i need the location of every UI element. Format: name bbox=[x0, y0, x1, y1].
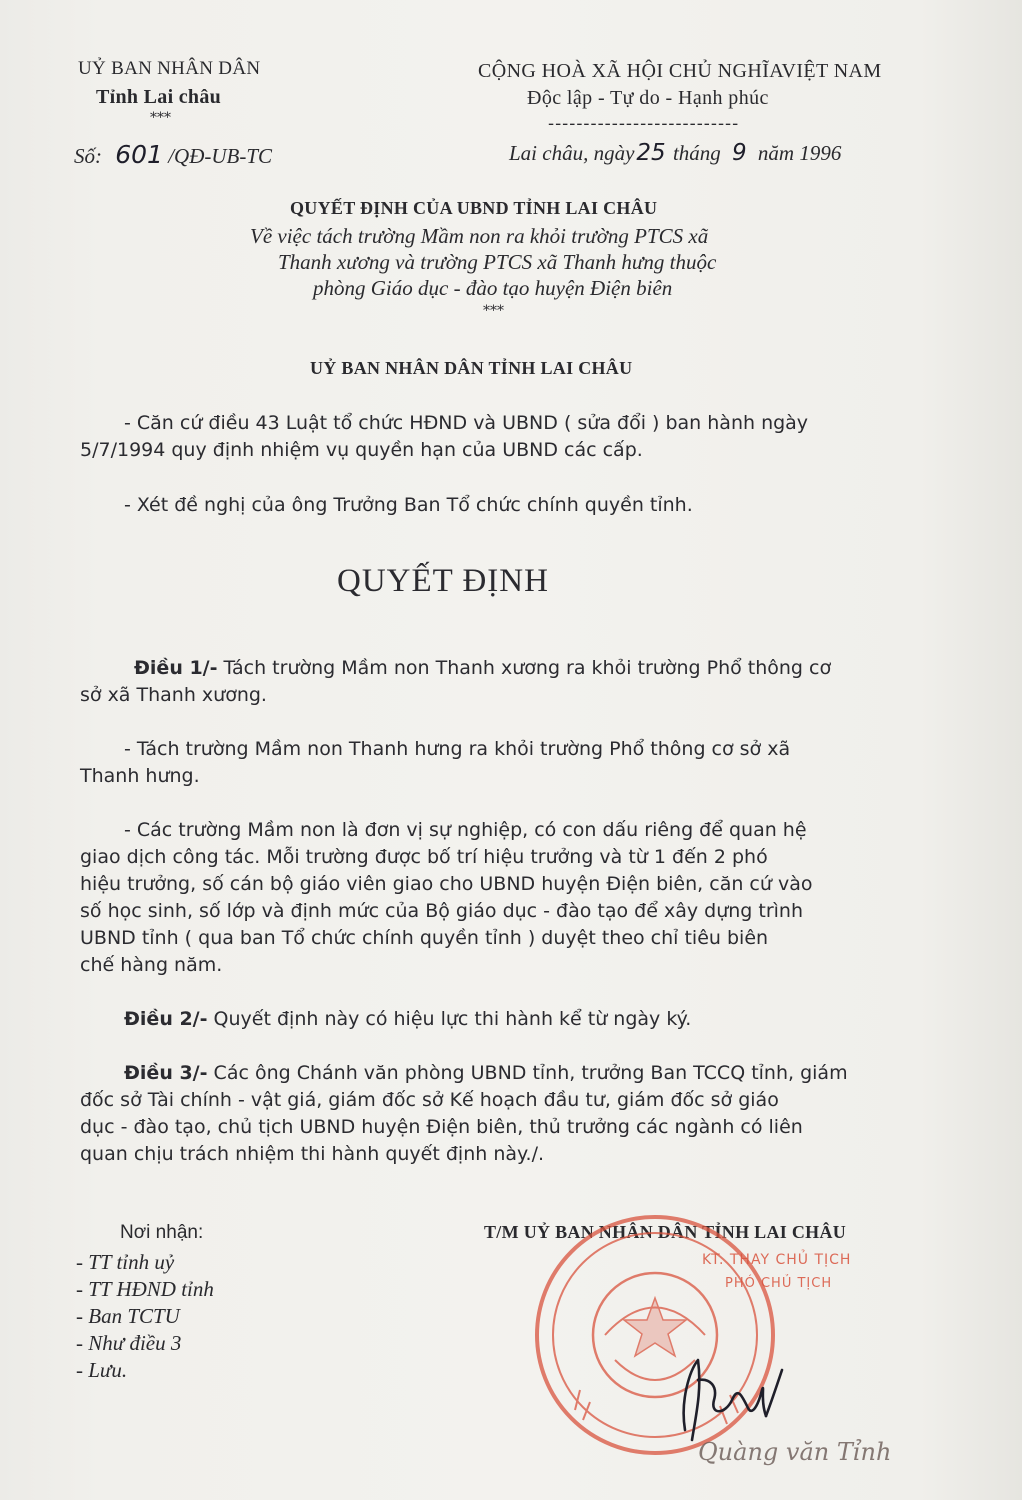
decision-title: QUYẾT ĐỊNH bbox=[337, 563, 549, 599]
document-number bbox=[74, 140, 272, 169]
decision-heading: QUYẾT ĐỊNH CỦA UBND TỈNH LAI CHÂU bbox=[290, 198, 658, 218]
article-1-para-3-line-3: hiệu trưởng, số cán bộ giáo viên giao cho UBND huyện Điện biên, căn cứ vào bbox=[80, 873, 813, 895]
article-3-line-3: dục - đào tạo, chủ tịch UBND huyện Điện biên, thủ trưởng các ngành có liên bbox=[80, 1116, 803, 1138]
recipients-label: Nơi nhận: bbox=[120, 1222, 204, 1243]
article-1-para-3-line-5: UBND tỉnh ( qua ban Tổ chức chính quyền tỉnh ) duyệt theo chỉ tiêu biên bbox=[80, 927, 769, 949]
article-3-label: Điều 3/- bbox=[124, 1062, 208, 1084]
stamp-role: KT. THAY CHỦ TỊCH bbox=[702, 1252, 852, 1268]
article-3-line-1 bbox=[124, 1060, 848, 1087]
article-2 bbox=[124, 1006, 691, 1033]
subject-line-3: phòng Giáo dục - đào tạo huyện Điện biên bbox=[313, 276, 673, 300]
article-1-para-3-line-1: - Các trường Mầm non là đơn vị sự nghiệp, có con dấu riêng để quan hệ bbox=[124, 819, 807, 841]
motto: Độc lập - Tự do - Hạnh phúc bbox=[527, 87, 769, 109]
article-1-para-3-line-4: số học sinh, số lớp và định mức của Bộ giáo dục - đào tạo để xây dựng trình bbox=[80, 900, 804, 922]
authority-heading: UỶ BAN NHÂN DÂN TỈNH LAI CHÂU bbox=[310, 358, 633, 378]
article-3-text: Các ông Chánh văn phòng UBND tỉnh, trưởng Ban TCCQ tỉnh, giám bbox=[207, 1062, 848, 1084]
article-1-para-3-line-6: chế hàng năm. bbox=[80, 954, 223, 976]
signature-on-behalf: T/M UỶ BAN NHÂN DÂN TỈNH LAI CHÂU bbox=[484, 1222, 847, 1242]
header-left-stars: *** bbox=[150, 110, 171, 126]
recipient-item: - TT tỉnh uỷ bbox=[76, 1250, 175, 1274]
year-text: năm 1996 bbox=[757, 141, 842, 165]
stamp-role-2: PHÓ CHỦ TỊCH bbox=[725, 1276, 833, 1291]
country-name: CỘNG HOÀ XÃ HỘI CHỦ NGHĨAVIỆT NAM bbox=[478, 60, 882, 82]
handwritten-month: 9 bbox=[732, 140, 747, 166]
title-stars: *** bbox=[483, 303, 504, 319]
article-2-label: Điều 2/- bbox=[124, 1008, 208, 1030]
preamble-2: - Xét đề nghị của ông Trưởng Ban Tổ chức chính quyền tỉnh. bbox=[124, 494, 693, 516]
date-prefix: Lai châu, ngày bbox=[509, 141, 635, 165]
recipient-item: - Lưu. bbox=[76, 1358, 128, 1382]
article-3-line-4: quan chịu trách nhiệm thi hành quyết định này./. bbox=[80, 1143, 545, 1165]
subject-line-2: Thanh xương và trường PTCS xã Thanh hưng thuộc bbox=[278, 250, 717, 274]
handwritten-day: 25 bbox=[636, 140, 666, 166]
article-2-text: Quyết định này có hiệu lực thi hành kể từ ngày ký. bbox=[207, 1008, 692, 1030]
preamble-1-line-2: 5/7/1994 quy định nhiệm vụ quyền hạn của UBND các cấp. bbox=[80, 439, 643, 461]
recipient-item: - Như điều 3 bbox=[76, 1331, 182, 1355]
recipient-item: - Ban TCTU bbox=[76, 1304, 180, 1328]
signer-name: Quàng văn Tỉnh bbox=[698, 1438, 892, 1466]
motto-divider: --------------------------- bbox=[548, 113, 740, 134]
preamble-1-line-1: - Căn cứ điều 43 Luật tổ chức HĐND và UBND ( sửa đổi ) ban hành ngày bbox=[124, 412, 809, 434]
number-prefix: Số: bbox=[74, 144, 102, 168]
article-1-text: Tách trường Mầm non Thanh xương ra khỏi trường Phổ thông cơ bbox=[217, 657, 832, 679]
issue-date bbox=[509, 140, 841, 166]
subject-line-1: Về việc tách trường Mầm non ra khỏi trường PTCS xã bbox=[250, 224, 709, 248]
issuer-name: UỶ BAN NHÂN DÂN bbox=[78, 58, 261, 79]
article-1-line-2: sở xã Thanh xương. bbox=[80, 684, 267, 706]
stamp-and-signature bbox=[520, 1210, 940, 1500]
month-word: tháng bbox=[672, 141, 721, 165]
recipient-item: - TT HĐND tỉnh bbox=[76, 1277, 214, 1301]
article-1-label: Điều 1/- bbox=[134, 657, 218, 679]
number-suffix: /QĐ-UB-TC bbox=[168, 144, 273, 168]
article-1-line-1 bbox=[134, 655, 831, 682]
article-3-line-2: đốc sở Tài chính - vật giá, giám đốc sở Kế hoạch đầu tư, giám đốc sở giáo bbox=[80, 1089, 779, 1111]
article-1-para-2-line-1: - Tách trường Mầm non Thanh hưng ra khỏi trường Phổ thông cơ sở xã bbox=[124, 738, 791, 760]
handwritten-number: 601 bbox=[115, 140, 163, 169]
article-1-para-3-line-2: giao dịch công tác. Mỗi trường được bố trí hiệu trưởng và từ 1 đến 2 phó bbox=[80, 846, 768, 868]
article-1-para-2-line-2: Thanh hưng. bbox=[80, 765, 200, 787]
issuer-province: Tỉnh Lai châu bbox=[96, 86, 222, 108]
